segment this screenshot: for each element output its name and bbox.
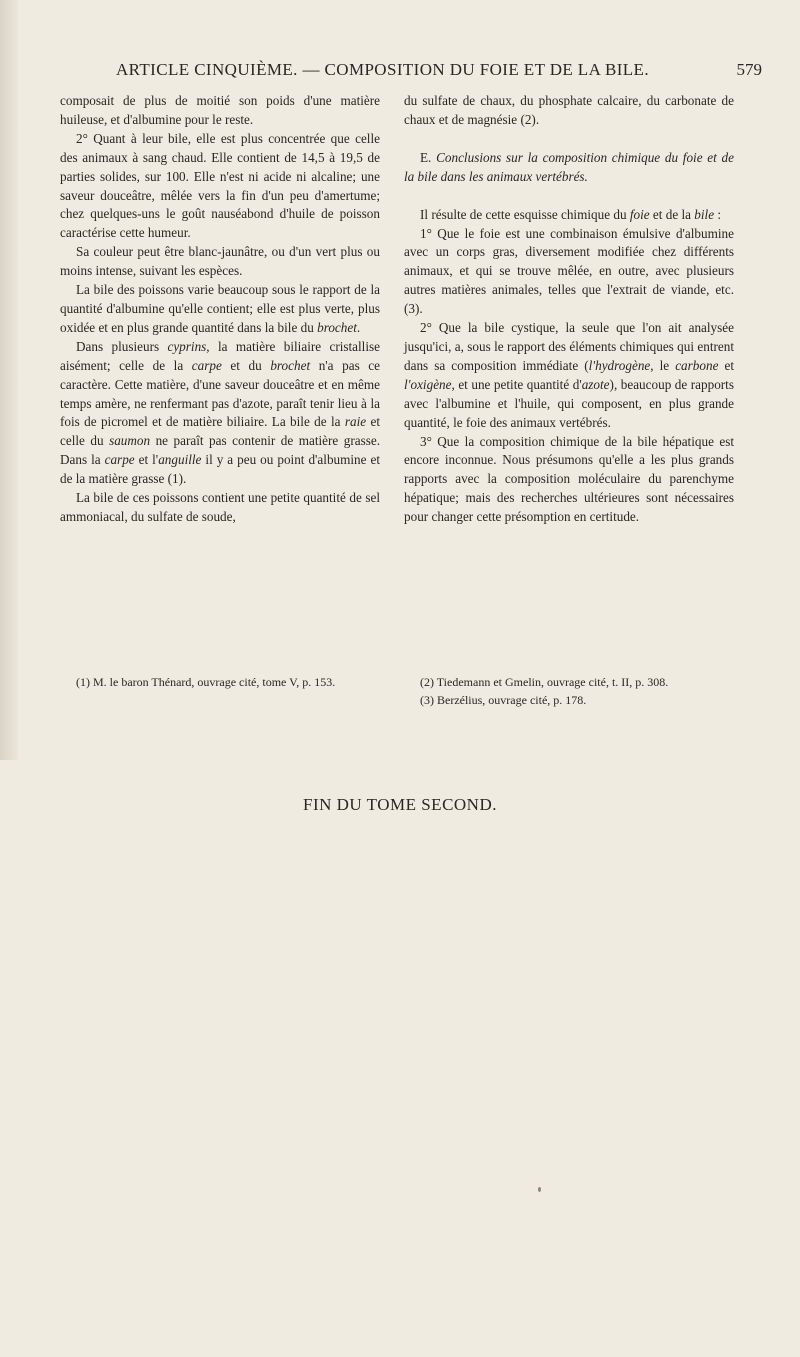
paper-fleck	[538, 1187, 541, 1192]
paragraph: Sa couleur peut être blanc-jaunâtre, ou d'un vert plus ou moins intense, suivant les espèces.	[60, 244, 380, 279]
footnote: (3) Berzélius, ouvrage cité, p. 178.	[420, 692, 587, 707]
footnote: (2) Tiedemann et Gmelin, ouvrage cité, t. II, p. 308.	[420, 675, 669, 689]
end-of-volume-line: FIN DU TOME SECOND.	[302, 795, 497, 814]
footnote: (1) M. le baron Thénard, ouvrage cité, tome V, p. 153.	[76, 675, 336, 689]
left-column	[60, 92, 380, 527]
paragraph: 2° Quant à leur bile, elle est plus concentrée que celle des animaux à sang chaud. Elle contient de 14,5 à 19,5 de parties solides, sur 100. Elle n'est ni acide ni alcaline; une saveur douceâtre, mêlée vers la fin d'un peu d'amertume; chez quelques-uns le goût nauséabond d'huile de poisson caractérise cette humeur.	[60, 130, 380, 241]
running-header	[60, 60, 760, 82]
footnotes-right	[404, 674, 734, 709]
paragraph: du sulfate de chaux, du phosphate calcaire, du carbonate de chaux et de magnésie (2).	[404, 93, 734, 127]
paragraph: Dans plusieurs cyprins, la matière biliaire cristallise aisément; celle de la carpe et du brochet n'a pas ce caractère. Cette matière, d'une saveur douceâtre et en même temps amère, ne renfermant pas d'azote, paraît tenir lieu à la fois de picromel et de matière biliaire. La bile de la raie et celle du saumon ne paraît pas contenir de matière grasse. Dans la carpe et l'anguille il y a peu ou point d'albumine et de la matière grasse (1).	[60, 338, 381, 487]
paragraph: 2° Que la bile cystique, la seule que l'on ait analysée jusqu'ici, a, sous le rapport des éléments chimiques qui entrent dans sa composition immédiate (l'hydrogène, le carbone et l'oxigène, et une petite quantité d'azote), beaucoup de rapports avec l'albumine et l'huile, qui composent, en plus grande quantité, le foie des animaux vertébrés.	[404, 320, 734, 430]
running-title: ARTICLE CINQUIÈME. — COMPOSITION DU FOIE ET DE LA BILE.	[116, 60, 649, 79]
paragraph: La bile de ces poissons contient une petite quantité de sel ammoniacal, du sulfate de soude,	[60, 490, 380, 524]
paragraph: composait de plus de moitié son poids d'une matière huileuse, et d'albumine pour le reste.	[60, 93, 380, 127]
footnotes-left	[60, 674, 380, 692]
paragraph: La bile des poissons varie beaucoup sous le rapport de la quantité d'albumine qu'elle contient; elle est plus verte, plus oxidée et en plus grande quantité dans la bile du brochet.	[60, 282, 380, 335]
page-number: 579	[736, 60, 762, 79]
paragraph: Il résulte de cette esquisse chimique du foie et de la bile :	[420, 206, 722, 222]
section-heading: E. Conclusions sur la composition chimique du foie et de la bile dans les animaux vertébrés.	[404, 149, 735, 184]
paragraph: 1° Que le foie est une combinaison émulsive d'albumine avec un corps gras, diversement modifiée chez différents animaux, et qui se trouve mêlée, en outre, avec plusieurs autres matières animales, telles que l'extrait de viande, etc. (3).	[404, 225, 734, 317]
right-column	[404, 92, 734, 527]
page-spine-shadow	[0, 0, 18, 760]
paragraph: 3° Que la composition chimique de la bile hépatique est encore inconnue. Nous présumons qu'elle a les plus grands rapports avec la composition moléculaire du parenchyme hépatique; mais des recherches ultérieures sont nécessaires pour changer cette présomption en certitude.	[404, 433, 734, 525]
